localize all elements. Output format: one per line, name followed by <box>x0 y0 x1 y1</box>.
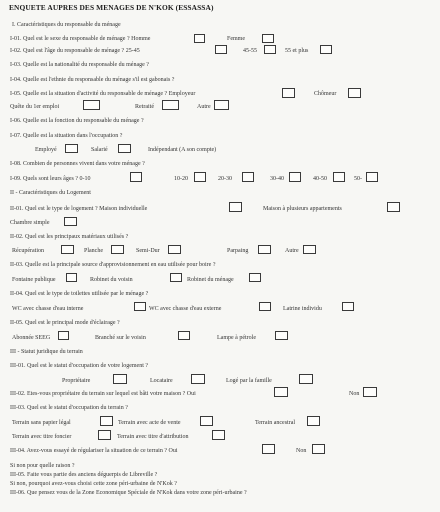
q-iii03-text: III-03. Quel est le statut d'occupation du terrain ? <box>10 405 128 411</box>
q-iii05-text: III-05. Faite vous partie des anciens déguerpis de Libreville ? <box>10 472 158 478</box>
checkbox-regularise-oui[interactable] <box>262 444 275 454</box>
q-ii04-opt-latrine: Latrine individu <box>283 306 322 312</box>
checkbox-employeur[interactable] <box>282 88 295 98</box>
q-i07-opt-employe: Employé <box>35 147 57 153</box>
q-ii01-opt-appartements: Maison à plusieurs appartements <box>263 206 342 212</box>
checkbox-25-45[interactable] <box>215 45 227 54</box>
q-iii03-opt-acte-vente: Terrain avec acte de vente <box>118 420 181 426</box>
section-2-heading: II - Caractéristiques du Logement <box>10 190 91 196</box>
checkbox-lampe-petrole[interactable] <box>275 331 288 340</box>
checkbox-femme[interactable] <box>262 34 274 43</box>
checkbox-titre-foncier[interactable] <box>98 430 111 440</box>
form-title: ENQUETE AUPRES DES MENAGES DE N'KOK (ESSASSA) <box>9 3 214 12</box>
checkbox-maison-individuelle[interactable] <box>229 202 242 212</box>
q-i09-opt-20-30: 20-30 <box>218 176 232 182</box>
q-i07-text: I-07. Quelle est la situation dans l'occupation ? <box>10 133 123 139</box>
checkbox-salarie[interactable] <box>118 144 131 153</box>
checkbox-employe[interactable] <box>65 144 78 153</box>
checkbox-age-0-10[interactable] <box>130 172 142 182</box>
checkbox-proprietaire-terrain-oui[interactable] <box>274 387 288 397</box>
q-ii03-opt-robinet-menage: Robinet du ménage <box>187 277 234 283</box>
q-ii03-text: II-03. Quelle est la principale source d'approvisionnement en eau utilisée pour boire ? <box>10 262 216 268</box>
q-i05-opt-retraite: Retraité <box>135 104 154 110</box>
q-iii02-opt-non: Non <box>349 391 360 397</box>
checkbox-appartements[interactable] <box>387 202 400 212</box>
checkbox-semi-dur[interactable] <box>168 245 181 254</box>
q-ii01-text: II-01. Quel est le type de logement ? Maison individuelle <box>10 206 148 212</box>
q-i09-opt-40-50: 40-50 <box>313 176 327 182</box>
q-i03-text: I-03. Quelle est la nationalité du responsable du ménage ? <box>10 62 149 68</box>
q-i09-opt-10-20: 10-20 <box>174 176 188 182</box>
checkbox-age-10-20[interactable] <box>194 172 206 182</box>
q-ii05-opt-branche-voisin: Branché sur le voisin <box>95 335 146 341</box>
q-ii02-opt-parpaing: Parpaing <box>227 248 249 254</box>
q-iii04-text: III-04. Avez-vous essayé de régulariser la situation de ce terrain ? Oui <box>10 448 178 454</box>
checkbox-acte-vente[interactable] <box>200 416 213 426</box>
q-ii03-opt-fontaine: Fontaine publique <box>12 277 56 283</box>
checkbox-sans-papier[interactable] <box>100 416 113 426</box>
q-i09-text: I-09. Quels sont leurs âges ? 0-10 <box>10 176 91 182</box>
q-ii02-opt-autre: Autre <box>285 248 299 254</box>
q-i07-opt-independant: Indépendant (A son compte) <box>148 147 217 153</box>
q-iii01-opt-proprietaire: Propriétaire <box>62 378 91 384</box>
q-ii02-opt-recuperation: Récupération <box>12 248 44 254</box>
checkbox-quete-emploi[interactable] <box>83 100 100 110</box>
checkbox-parpaing[interactable] <box>258 245 271 254</box>
checkbox-chambre-simple[interactable] <box>64 217 77 226</box>
section-3-heading: III - Statut juridique du terrain <box>10 349 83 355</box>
q-i02-opt-55-plus: 55 et plus <box>285 48 309 54</box>
q-i04-text: I-04. Quelle est l'ethnie du responsable du ménage s'il est gabonais ? <box>10 77 175 83</box>
q-iii01-opt-loge-famille: Logé par la famille <box>226 378 272 384</box>
q-ii05-opt-lampe-petrole: Lampe à pétrole <box>217 335 256 341</box>
q-ii02-opt-semi-dur: Semi-Dur <box>136 248 160 254</box>
checkbox-chomeur[interactable] <box>348 88 361 98</box>
q-ii02-opt-planche: Planche <box>84 248 103 254</box>
checkbox-retraite[interactable] <box>162 100 179 110</box>
checkbox-titre-attribution[interactable] <box>212 430 225 440</box>
checkbox-age-30-40[interactable] <box>289 172 301 182</box>
checkbox-45-55[interactable] <box>264 45 276 54</box>
q-i05-text: I-05. Quelle est la situation d'activité du responsable de ménage ? Employeur <box>10 91 196 97</box>
q-iii04-opt-non: Non <box>296 448 307 454</box>
checkbox-branche-voisin[interactable] <box>178 331 190 340</box>
section-1-heading: I. Caractéristiques du responsable du ménage <box>12 22 121 28</box>
q-iii06-text: III-06. Que pensez vous de la Zone Economique Spéciale de N'Kok dans votre zone péri-urbaine ? <box>10 490 247 496</box>
q-iii05-follow-up: Si non, pourquoi avez-vous choisi cette zone péri-urbaine de N'Kok ? <box>10 481 177 487</box>
checkbox-locataire[interactable] <box>191 374 205 384</box>
checkbox-seeg[interactable] <box>58 331 69 340</box>
q-ii05-opt-seeg: Abonnée SEEG <box>12 335 51 341</box>
checkbox-robinet-menage[interactable] <box>249 273 261 282</box>
checkbox-fontaine-publique[interactable] <box>66 273 77 282</box>
q-i05-opt-chomeur: Chômeur <box>314 91 337 97</box>
checkbox-autre-activite[interactable] <box>214 100 229 110</box>
checkbox-age-40-50[interactable] <box>333 172 345 182</box>
checkbox-homme[interactable] <box>194 34 205 43</box>
q-ii02-text: II-02. Quel est les principaux matériaux utilisés ? <box>10 234 129 240</box>
q-iii01-text: III-01. Quel est le statut d'occupation de votre logement ? <box>10 363 149 369</box>
checkbox-latrine[interactable] <box>342 302 354 311</box>
q-ii01-opt-chambre-simple: Chambre simple <box>10 220 50 226</box>
checkbox-proprietaire-terrain-non[interactable] <box>363 387 377 397</box>
checkbox-55-plus[interactable] <box>320 45 332 54</box>
q-i05-opt-autre: Autre <box>197 104 211 110</box>
q-iii04-follow-up: Si non pour quelle raison ? <box>10 463 75 469</box>
checkbox-age-50-plus[interactable] <box>366 172 378 182</box>
q-i02-opt-45-55: 45-55 <box>243 48 257 54</box>
checkbox-regularise-non[interactable] <box>312 444 325 454</box>
q-ii04-text: II-04. Quel est le type de toilettes utilisée par le ménage ? <box>10 291 149 297</box>
checkbox-wc-interne[interactable] <box>134 302 146 311</box>
q-iii03-opt-titre-foncier: Terrain avec titre foncier <box>12 434 72 440</box>
q-iii03-opt-sans-papier: Terrain sans papier légal <box>12 420 71 426</box>
checkbox-planche[interactable] <box>111 245 124 254</box>
q-i01-opt-femme: Femme <box>227 36 245 42</box>
q-ii04-opt-wc-interne: WC avec chasse d'eau interne <box>12 306 84 312</box>
checkbox-proprietaire[interactable] <box>113 374 127 384</box>
q-ii05-text: II-05. Quel est le principal mode d'éclairage ? <box>10 320 120 326</box>
q-iii02-text: III-02. Etes-vous propriétaire du terrain sur lequel est bâti votre maison ? Oui <box>10 391 196 397</box>
q-ii03-opt-robinet-voisin: Robinet du voisin <box>90 277 133 283</box>
q-i05-opt-quete-emploi: Quête du 1er emploi <box>10 104 60 110</box>
checkbox-autre-materiaux[interactable] <box>303 245 316 254</box>
q-i01-text: I-01. Quel est le sexe du responsable de ménage ? Homme <box>10 36 151 42</box>
q-i09-opt-30-40: 30-40 <box>270 176 284 182</box>
q-ii04-opt-wc-externe: WC avec chasse d'eau externe <box>149 306 222 312</box>
q-i07-opt-salarie: Salarié <box>91 147 108 153</box>
checkbox-wc-externe[interactable] <box>259 302 271 311</box>
checkbox-age-20-30[interactable] <box>242 172 254 182</box>
checkbox-recuperation[interactable] <box>61 245 74 254</box>
checkbox-loge-famille[interactable] <box>299 374 313 384</box>
q-iii01-opt-locataire: Locataire <box>150 378 173 384</box>
q-i06-text: I-06. Quelle est la fonction du responsable du ménage ? <box>10 118 144 124</box>
q-i02-text: I-02. Quel est l'âge du responsable de ménage ? 25-45 <box>10 48 140 54</box>
q-i08-text: I-08. Combien de personnes vivent dans votre ménage ? <box>10 161 145 167</box>
q-iii03-opt-ancestral: Terrain ancestral <box>255 420 296 426</box>
q-i09-opt-50: 50- <box>354 176 362 182</box>
checkbox-ancestral[interactable] <box>307 416 320 426</box>
q-iii03-opt-titre-attribution: Terrain avec titre d'attribution <box>117 434 189 440</box>
checkbox-robinet-voisin[interactable] <box>170 273 182 282</box>
